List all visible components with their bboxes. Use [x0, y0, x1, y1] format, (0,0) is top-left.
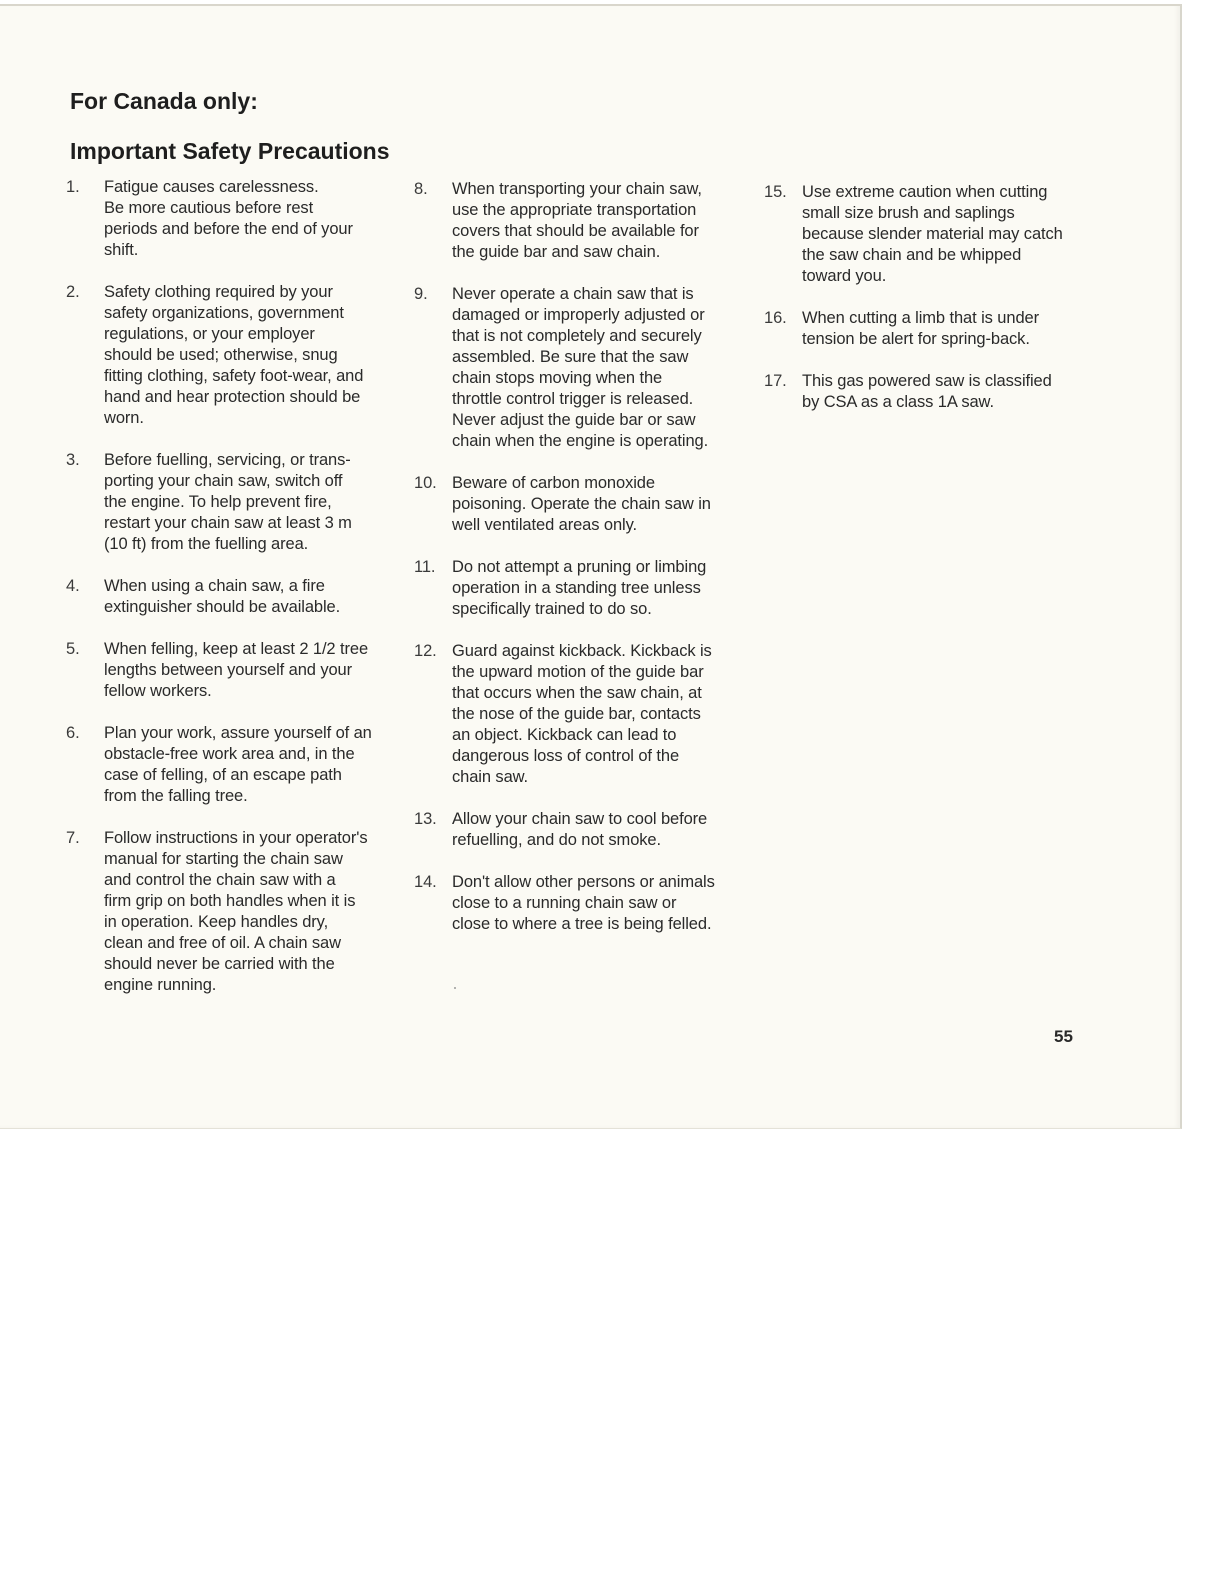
- item-text: This gas powered saw is classified by CSA as a class 1A saw.: [802, 372, 1052, 411]
- item-number: 5.: [66, 640, 80, 658]
- list-item: [66, 828, 396, 996]
- item-number: 14.: [414, 873, 437, 891]
- region-heading: For Canada only:: [70, 88, 258, 114]
- list-item: [414, 872, 744, 935]
- list-item: [764, 308, 1094, 350]
- item-text: Use extreme caution when cutting small size brush and saplings because slender material may catch the saw chain and be whipped toward you.: [802, 183, 1063, 285]
- list-item: [66, 177, 396, 261]
- item-text: Don't allow other persons or animals close to a running chain saw or close to where a tree is being felled.: [452, 873, 715, 933]
- page-number: 55: [1054, 1027, 1073, 1046]
- list-item: [66, 576, 396, 618]
- item-text: Allow your chain saw to cool before refuelling, and do not smoke.: [452, 810, 708, 849]
- item-number: 7.: [66, 829, 80, 847]
- item-text: Plan your work, assure yourself of an obstacle-free work area and, in the case of felling, of an escape path from the falling tree.: [104, 724, 372, 805]
- list-item: [66, 723, 396, 807]
- list-item: [764, 371, 1094, 413]
- precautions-column-3: [764, 182, 1094, 434]
- item-number: 12.: [414, 642, 437, 660]
- list-item: [414, 473, 744, 536]
- item-number: 15.: [764, 183, 787, 201]
- item-number: 2.: [66, 283, 80, 301]
- document-page: [0, 4, 1182, 1129]
- list-item: [414, 809, 744, 851]
- list-item: [414, 557, 744, 620]
- precautions-column-2: [414, 179, 744, 956]
- list-item: [414, 284, 744, 452]
- item-text: Guard against kickback. Kickback is the upward motion of the guide bar that occurs when the saw chain, at the nose of the guide bar, contacts an object. Kickback can lead to dangerous loss of control of the chain saw.: [452, 642, 712, 786]
- item-number: 13.: [414, 810, 437, 828]
- list-item: [66, 450, 396, 555]
- item-text: When using a chain saw, a fire extinguisher should be available.: [104, 577, 341, 616]
- item-number: 4.: [66, 577, 80, 595]
- item-text: Before fuelling, servicing, or trans- porting your chain saw, switch off the engine. To help prevent fire, restart your chain saw at least 3 m (10 ft) from the fuelling area.: [104, 451, 352, 553]
- scan-speck: [454, 987, 456, 989]
- list-item: [66, 639, 396, 702]
- item-number: 9.: [414, 285, 428, 303]
- list-item: [414, 641, 744, 788]
- item-number: 10.: [414, 474, 437, 492]
- item-text: Follow instructions in your operator's manual for starting the chain saw and control the chain saw with a firm grip on both handles when it is in operation. Keep handles dry, clean and free of oil. A chain saw should never be carried with the engine running.: [104, 829, 368, 994]
- item-number: 17.: [764, 372, 787, 390]
- list-item: [66, 282, 396, 429]
- item-text: Beware of carbon monoxide poisoning. Operate the chain saw in well ventilated areas only.: [452, 474, 711, 534]
- list-item: [764, 182, 1094, 287]
- item-text: When transporting your chain saw, use the appropriate transportation covers that should be available for the guide bar and saw chain.: [452, 180, 702, 261]
- precautions-column-1: [66, 177, 396, 1017]
- item-text: Do not attempt a pruning or limbing operation in a standing tree unless specifically trained to do so.: [452, 558, 707, 618]
- item-number: 16.: [764, 309, 787, 327]
- item-number: 6.: [66, 724, 80, 742]
- item-number: 3.: [66, 451, 80, 469]
- item-text: Fatigue causes carelessness. Be more cautious before rest periods and before the end of your shift.: [104, 178, 353, 259]
- item-text: Never operate a chain saw that is damaged or improperly adjusted or that is not completely and securely assembled. Be sure that the saw chain stops moving when the throttle control trigger is released. Never adjust the guide bar or saw chain when the engine is operating.: [452, 285, 709, 450]
- item-number: 11.: [414, 558, 436, 576]
- item-text: When cutting a limb that is under tension be alert for spring-back.: [802, 309, 1039, 348]
- item-text: Safety clothing required by your safety organizations, government regulations, or your employer should be used; otherwise, snug fitting clothing, safety foot-wear, and hand and hear protection should be worn.: [104, 283, 364, 427]
- list-item: [414, 179, 744, 263]
- item-text: When felling, keep at least 2 1/2 tree lengths between yourself and your fellow workers.: [104, 640, 369, 700]
- page-title: Important Safety Precautions: [70, 138, 390, 164]
- item-number: 1.: [66, 178, 80, 196]
- item-number: 8.: [414, 180, 428, 198]
